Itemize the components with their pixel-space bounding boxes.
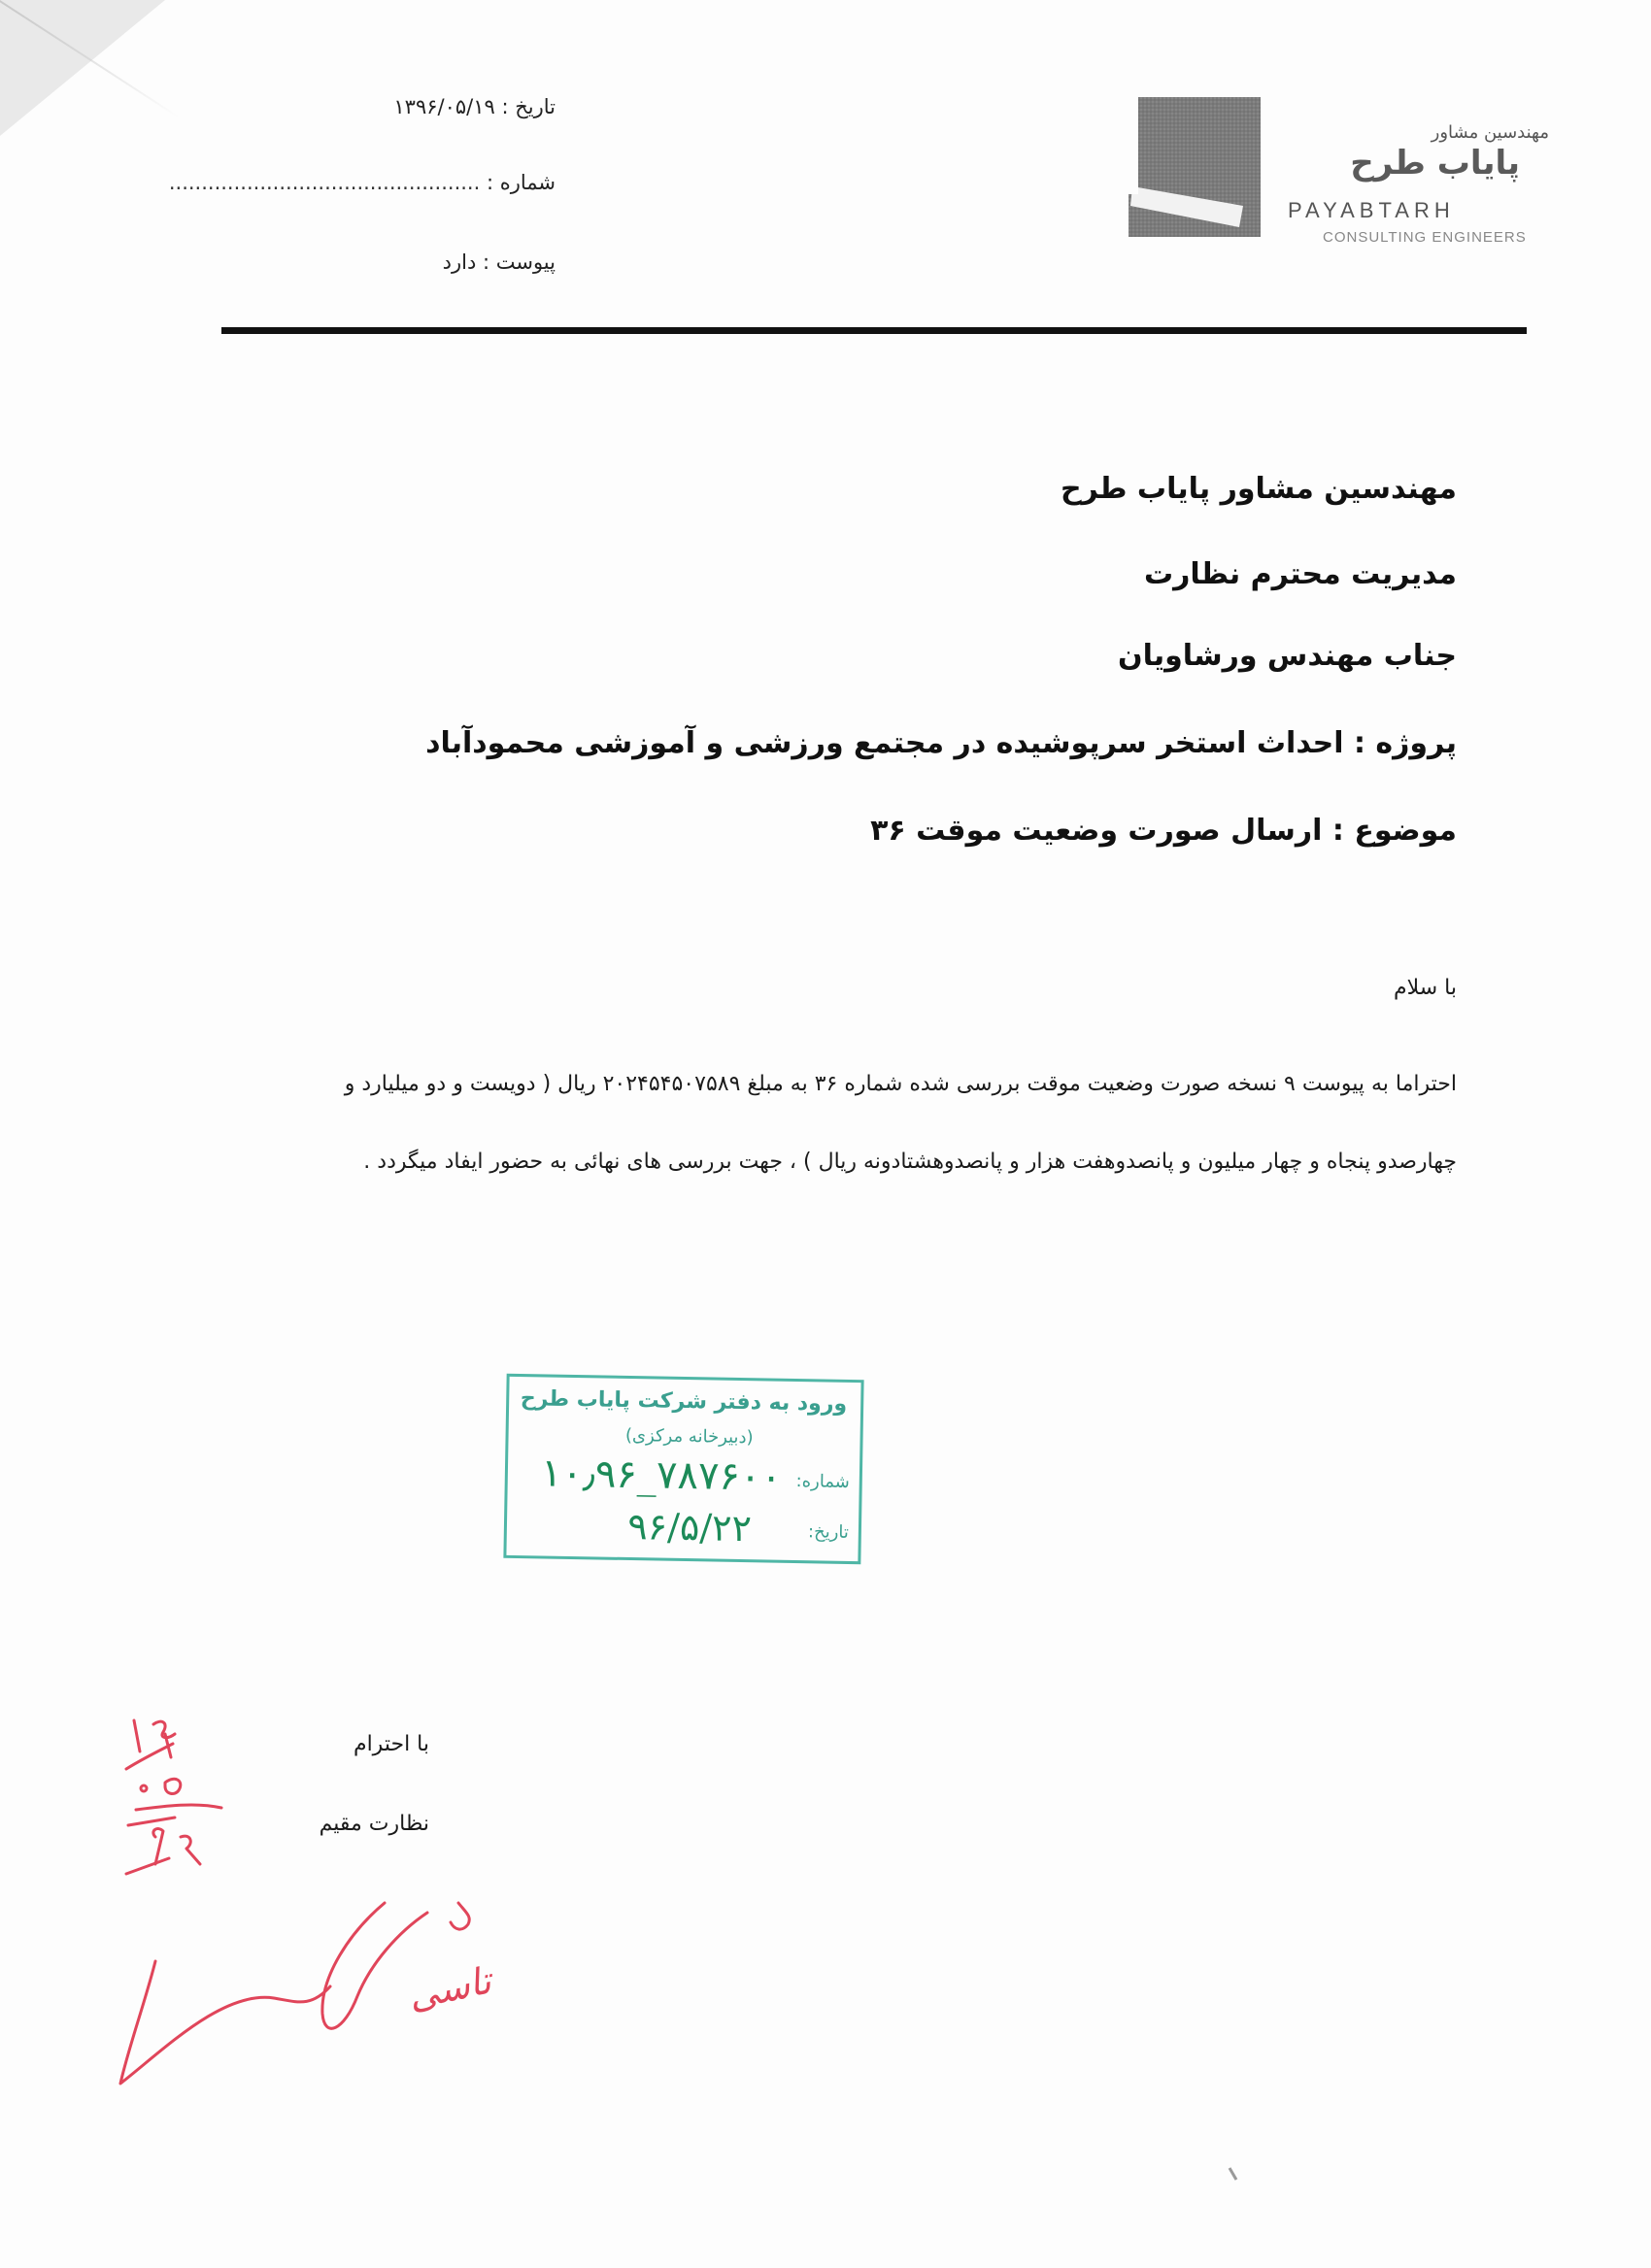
letter-attachment: پیوست : دارد xyxy=(442,250,556,274)
paper-speck xyxy=(1229,2167,1238,2181)
header-divider xyxy=(221,327,1527,334)
receipt-stamp xyxy=(503,1374,863,1564)
closing-regards: با احترام xyxy=(353,1732,429,1756)
closing-signer-title: نظارت مقیم xyxy=(319,1812,429,1836)
stamp-date-label: تاریخ: xyxy=(807,1521,850,1543)
stamp-number-label: شماره: xyxy=(795,1471,850,1492)
letter-number-label: شماره : xyxy=(486,171,556,194)
stamp-date-value: ۹۶/۵/۲۲ xyxy=(626,1505,753,1551)
logo-english-name: PAYABTARH xyxy=(1288,198,1455,222)
handwritten-signer-name-text: تاسی xyxy=(404,1958,495,2018)
logo-mark-icon xyxy=(1129,97,1261,237)
handwritten-date xyxy=(107,1701,233,1885)
recipient-person: جناب مهندس ورشاویان xyxy=(1118,639,1457,673)
recipient-company: مهندسین مشاور پایاب طرح xyxy=(1060,472,1457,506)
body-paragraph-line-1: احتراما به پیوست ۹ نسخه صورت وضعیت موقت بررسی شده شماره ۳۶ به مبلغ ۲۰۲۴۵۴۵۰۷۵۸۹ ریال ( دویست و دو میلیارد و xyxy=(344,1072,1457,1096)
body-paragraph-line-2: چهارصدو پنجاه و چهار میلیون و پانصدوهفت هزار و پانصدوهشتادونه ریال ) ، جهت بررسی های نهائی به حضور ایفاد میگردد . xyxy=(363,1150,1457,1174)
project-line: پروژه : احداث استخر سرپوشیده در مجتمع ورزشی و آموزشی محمودآباد xyxy=(425,726,1457,760)
letter-date: تاریخ : ۱۳۹۶/۰۵/۱۹ xyxy=(393,95,556,118)
stamp-subtitle: (دبیرخانه مرکزی) xyxy=(624,1424,754,1449)
letter-number-blank: ................................................ xyxy=(168,171,481,194)
folded-corner xyxy=(0,0,165,136)
stamp-number-value: ۱۰٫۹۶_۷۸۷۶۰۰ xyxy=(540,1451,783,1500)
subject-line: موضوع : ارسال صورت وضعیت موقت ۳۶ xyxy=(870,814,1457,848)
logo-english-tagline: CONSULTING ENGINEERS xyxy=(1323,229,1527,246)
letter-number xyxy=(169,171,556,194)
stamp-title: ورود به دفتر شرکت پایاب طرح xyxy=(520,1386,848,1417)
salutation: با سلام xyxy=(1393,976,1457,1000)
logo-persian-tagline: مهندسین مشاور xyxy=(1431,122,1549,143)
company-logo-mark xyxy=(1129,97,1261,237)
recipient-department: مدیریت محترم نظارت xyxy=(1143,557,1457,591)
logo-persian-name: پایاب طرح xyxy=(1350,144,1520,183)
